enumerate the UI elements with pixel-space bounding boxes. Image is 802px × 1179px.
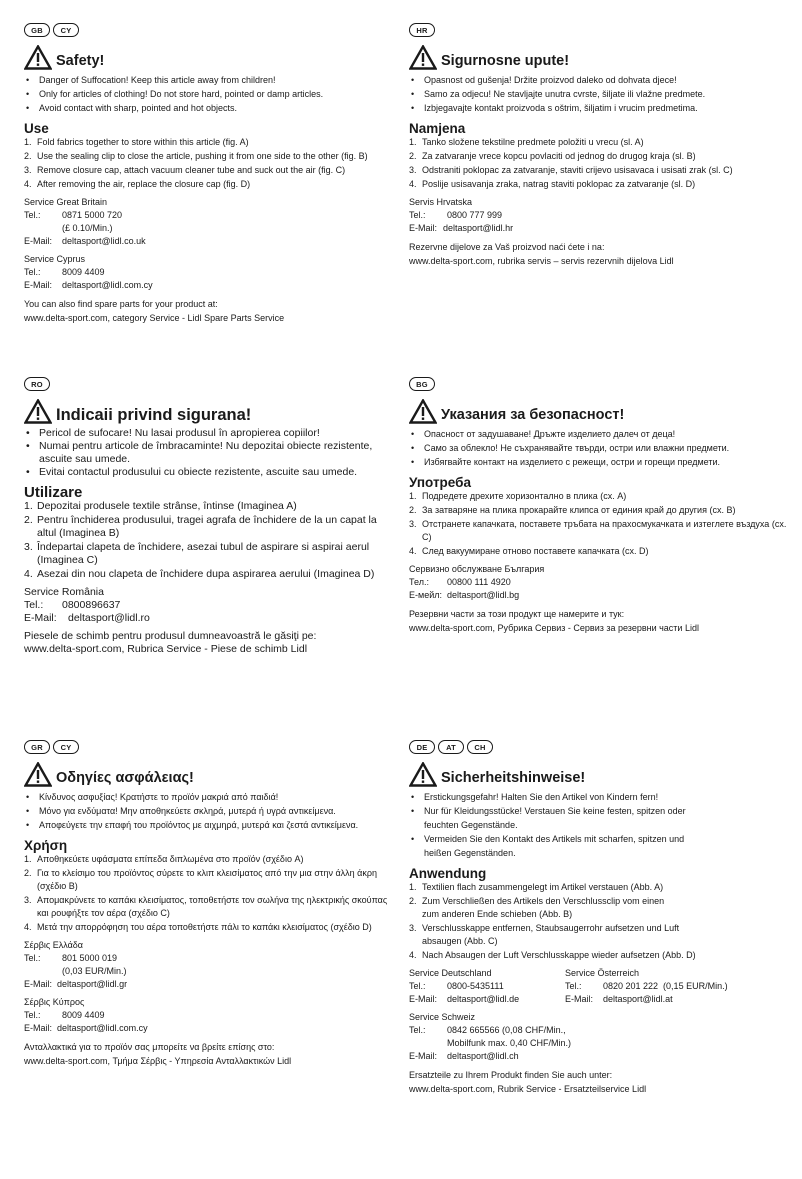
step-item: 3. Odstraniti poklopac za zatvaranje, staviti crijevo usisavaca i usisati zrak (sl. C) xyxy=(409,165,733,175)
spare-parts-info: Ανταλλακτικά για το προϊόν σας μπορείτε να βρείτε επίσης στο: www.delta-sport.com, Τμήμα Σέρβις - Υπηρεσία Ανταλλακτικών Lidl xyxy=(24,1040,394,1068)
contact-name: Service Great Britain xyxy=(24,197,108,207)
country-badge-cy: CY xyxy=(53,740,79,754)
section-gr xyxy=(24,740,394,1068)
warning-item: • Pericol de sufocare! Nu lasai produsul în apropierea copiilor! xyxy=(24,427,384,440)
step-item: 2. Zum Verschließen des Artikels den Verschlussclip vom einen zum anderen Ende schieben (Abb. B) xyxy=(409,896,665,919)
warning-triangle-icon xyxy=(409,762,437,787)
phone-number: 0800 777 999 xyxy=(447,210,503,220)
step-item: 4. Asezai din nou clapeta de închidere dupa aspirarea aerului (Imaginea D) xyxy=(24,568,375,580)
spare-parts-link[interactable]: www.delta-sport.com, rubrika servis – servis rezervnih dijelova Lidl xyxy=(409,256,674,266)
contact-cyprus: Σέρβις Κύπρος Tel.: 8009 4409 E-Mail: deltasport@lidl.com.cy xyxy=(24,996,394,1035)
step-item: 4. Nach Absaugen der Luft Verschlusskappe wieder aufsetzen (Abb. D) xyxy=(409,950,696,960)
contact-name: Σέρβις Κύπρος xyxy=(24,997,85,1007)
phone-number: 8009 4409 xyxy=(62,1010,105,1020)
spare-parts-info: Ersatzteile zu Ihrem Produkt finden Sie auch unter: www.delta-sport.com, Rubrik Service - Ersatzteilservice Lidl xyxy=(409,1068,794,1096)
safety-warnings xyxy=(409,73,794,115)
safety-warnings xyxy=(24,73,409,115)
email-link[interactable]: deltasport@lidl.com.cy xyxy=(57,1023,148,1033)
safety-title: Οδηγίες ασφάλειας! xyxy=(56,770,194,786)
contact-name: Service Österreich xyxy=(565,968,640,978)
warning-triangle-icon xyxy=(409,45,437,70)
email-link[interactable]: deltasport@lidl.bg xyxy=(447,590,520,600)
warning-triangle-icon xyxy=(24,45,52,70)
safety-warnings xyxy=(409,427,794,469)
use-heading: Χρήση xyxy=(24,838,68,853)
spare-parts-link[interactable]: www.delta-sport.com, category Service - Lidl Spare Parts Service xyxy=(24,313,285,323)
warning-item: • Опасност от задушаване! Дръжте изделието далеч от деца! xyxy=(409,427,794,441)
email-link[interactable]: deltasport@lidl.de xyxy=(447,994,520,1004)
step-item: 1. Подредете дрехите хоризонтално в плика (сх. A) xyxy=(409,491,627,501)
email-link[interactable]: deltasport@lidl.at xyxy=(603,994,673,1004)
use-heading: Utilizare xyxy=(24,484,83,501)
warning-triangle-icon xyxy=(24,399,52,424)
country-badges xyxy=(409,377,794,391)
warning-triangle-icon xyxy=(24,762,52,787)
country-badge-bg: BG xyxy=(409,377,435,391)
use-heading: Anwendung xyxy=(409,866,487,881)
step-item: 3. Îndepartai clapeta de închidere, asezai tubul de aspirare si aspirai aerul (Imaginea C) xyxy=(24,541,370,566)
contact-cyprus: Service Cyprus Tel.: 8009 4409 E-Mail: deltasport@lidl.com.cy xyxy=(24,253,409,292)
country-badges xyxy=(24,377,384,391)
step-item: 2. За затваряне на плика прокарайте клипса от единия край до другия (сх. B) xyxy=(409,505,736,515)
contact-name: Service România xyxy=(24,586,104,598)
warning-item: • Μόνο για ενδύματα! Μην αποθηκεύετε σκληρά, μυτερά ή υγρά αντικείμενα. xyxy=(24,804,394,818)
use-steps xyxy=(24,853,394,934)
email-link[interactable]: deltasport@lidl.ch xyxy=(447,1051,519,1061)
step-item: 2. Για το κλείσιμο του προϊόντος σύρετε το κλιπ κλεισίματος από την μια στην άλλη άκρη (σχέδιο B) xyxy=(24,868,377,891)
warning-item: • Избягвайте контакт на изделието с режещи, остри и горещи предмети. xyxy=(409,455,794,469)
warning-item: • Only for articles of clothing! Do not store hard, pointed or damp articles. xyxy=(24,87,409,101)
spare-parts-info: Piesele de schimb pentru produsul dumneavoastră le găsiţi pe: www.delta-sport.com, Rubrica Service - Piese de schimb Lidl xyxy=(24,630,384,656)
contact-great-britain: Service Great Britain Tel.: 0871 5000 720 (£ 0.10/Min.) E-Mail: deltasport@lidl.co.uk xyxy=(24,196,409,248)
warning-item: • Avoid contact with sharp, pointed and hot objects. xyxy=(24,101,409,115)
contact-switzerland: Service Schweiz Tel.: 0842 665566 (0,08 CHF/Min., Mobilfunk max. 0,40 CHF/Min.) E-Mail: deltasport@lidl.ch xyxy=(409,1011,794,1063)
safety-warnings xyxy=(409,790,699,860)
use-heading: Namjena xyxy=(409,121,466,136)
email-link[interactable]: deltasport@lidl.ro xyxy=(68,612,150,624)
phone-number: 00800 111 4920 xyxy=(447,577,511,587)
warning-item: • Само за облекло! Не съхранявайте твърди, остри или влажни предмети. xyxy=(409,441,794,455)
use-heading: Use xyxy=(24,121,49,136)
country-badge-de: DE xyxy=(409,740,435,754)
step-item: 3. Verschlusskappe entfernen, Staubsaugerrohr aufsetzen und Luft absaugen (Abb. C) xyxy=(409,923,680,946)
contact-romania: Service România Tel.: 0800896637 E-Mail: deltasport@lidl.ro xyxy=(24,586,384,625)
phone-number: 8009 4409 xyxy=(62,267,105,277)
safety-title: Sicherheitshinweise! xyxy=(441,770,586,786)
warning-item: • Izbjegavajte kontakt proizvoda s oštrim, šiljatim i vrucim predmetima. xyxy=(409,101,794,115)
warning-triangle-icon xyxy=(409,399,437,424)
phone-number: 0800-5435111 xyxy=(447,981,504,991)
warning-item: • Erstickungsgefahr! Halten Sie den Artikel von Kindern fern! xyxy=(409,790,699,804)
contact-bulgaria: Сервизно обслужване България Тел.: 00800 111 4920 E-мейл: deltasport@lidl.bg xyxy=(409,563,794,602)
step-item: 1. Fold fabrics together to store within this article (fig. A) xyxy=(24,137,249,147)
email-link[interactable]: deltasport@lidl.co.uk xyxy=(62,236,146,246)
country-badges xyxy=(24,23,409,37)
warning-item: • Evitai contactul produsului cu obiecte rezistente, ascuite sau umede. xyxy=(24,466,384,479)
contact-name: Сервизно обслужване България xyxy=(409,564,545,574)
email-link[interactable]: deltasport@lidl.hr xyxy=(443,223,514,233)
country-badges xyxy=(409,23,794,37)
section-hr xyxy=(409,23,794,268)
warning-item: • Opasnost od gušenja! Držite proizvod daleko od dohvata djece! xyxy=(409,73,794,87)
country-badges xyxy=(409,740,794,754)
use-steps xyxy=(409,490,794,558)
safety-title: Sigurnosne upute! xyxy=(441,53,570,69)
step-item: 1. Αποθηκεύετε υφάσματα επίπεδα διπλωμένα στο προϊόν (σχέδιο A) xyxy=(24,854,304,864)
use-steps xyxy=(24,136,409,191)
spare-parts-info: You can also find spare parts for your product at: www.delta-sport.com, category Service - Lidl Spare Parts Service xyxy=(24,297,409,325)
phone-number: 0871 5000 720 xyxy=(62,210,123,220)
phone-number: 801 5000 019 xyxy=(62,953,118,963)
warning-item: • Samo za odjecu! Ne stavljajte unutra cvrste, šiljate ili vlažne predmete. xyxy=(409,87,794,101)
step-item: 2. Pentru închiderea produsului, tragei agrafa de închidere de la un capat la altul (Imaginea B) xyxy=(24,514,377,539)
contact-croatia: Servis Hrvatska Tel.: 0800 777 999 E-Mail: deltasport@lidl.hr xyxy=(409,196,794,235)
safety-title: Indicaii privind sigurana! xyxy=(56,406,252,424)
spare-parts-info: Резервни части за този продукт ще намерите и тук: www.delta-sport.com, Рубрика Сервиз - Сервиз за резервни части Lidl xyxy=(409,607,794,635)
contact-name: Service Cyprus xyxy=(24,254,86,264)
warning-item: • Κίνδυνος ασφυξίας! Κρατήστε το προϊόν μακριά από παιδιά! xyxy=(24,790,394,804)
use-steps xyxy=(409,881,739,962)
safety-warnings xyxy=(24,790,394,832)
country-badge-hr: HR xyxy=(409,23,435,37)
section-ro xyxy=(24,377,384,656)
phone-rate: (£ 0.10/Min.) xyxy=(62,223,113,233)
contact-austria: Service Österreich Tel.: 0820 201 222 (0,15 EUR/Min.) E-Mail: deltasport@lidl.at xyxy=(565,967,765,1006)
warning-item: • Danger of Suffocation! Keep this article away from children! xyxy=(24,73,409,87)
spare-parts-link[interactable]: www.delta-sport.com, Rubrik Service - Ersatzteilservice Lidl xyxy=(409,1084,647,1094)
country-badge-ch: CH xyxy=(467,740,493,754)
contact-name: Servis Hrvatska xyxy=(409,197,473,207)
spare-parts-info: Rezervne dijelove za Vaš proizvod naći ćete i na: www.delta-sport.com, rubrika servis – servis rezervnih dijelova Lidl xyxy=(409,240,794,268)
step-item: 4. Μετά την απορρόφηση του αέρα τοποθετήστε πάλι το καπάκι κλεισίματος (σχέδιο D) xyxy=(24,922,372,932)
warning-item: • Nur für Kleidungsstücke! Verstauen Sie keine festen, spitzen oder feuchten Gegenstände. xyxy=(409,804,699,832)
step-item: 3. Remove closure cap, attach vacuum cleaner tube and suck out the air (fig. C) xyxy=(24,165,346,175)
country-badge-gb: GB xyxy=(24,23,50,37)
use-heading: Употреба xyxy=(409,475,471,490)
step-item: 1. Textilien flach zusammengelegt im Artikel verstauen (Abb. A) xyxy=(409,882,664,892)
warning-item: • Αποφεύγετε την επαφή του προϊόντος με αιχμηρά, μυτερά και ζεστά αντικείμενα. xyxy=(24,818,394,832)
phone-rate: (0,03 EUR/Min.) xyxy=(62,966,127,976)
country-badge-ro: RO xyxy=(24,377,50,391)
phone-number: 0820 201 222 (0,15 EUR/Min.) xyxy=(603,981,728,991)
contact-name: Σέρβις Ελλάδα xyxy=(24,940,83,950)
safety-title: Safety! xyxy=(56,53,105,69)
warning-item: • Numai pentru articole de îmbracaminte! Nu depozitai obiecte rezistente, ascuite sau umede. xyxy=(24,440,384,466)
country-badge-gr: GR xyxy=(24,740,50,754)
phone-number: 0842 665566 (0,08 CHF/Min., xyxy=(447,1025,566,1035)
contact-germany: Service Deutschland Tel.: 0800-5435111 E-Mail: deltasport@lidl.de xyxy=(409,967,543,1006)
email-link[interactable]: deltasport@lidl.com.cy xyxy=(62,280,153,290)
country-badges xyxy=(24,740,394,754)
spare-parts-link[interactable]: www.delta-sport.com, Rubrica Service - Piese de schimb Lidl xyxy=(24,643,308,655)
phone-rate: Mobilfunk max. 0,40 CHF/Min.) xyxy=(447,1038,572,1048)
step-item: 3. Отстранете капачката, поставете тръбата на прахосмукачката и изтеглете въздуха (сх. C) xyxy=(409,519,787,542)
contact-name: Service Schweiz xyxy=(409,1012,476,1022)
spare-parts-link[interactable]: www.delta-sport.com, Τμήμα Σέρβις - Υπηρεσία Ανταλλακτικών Lidl xyxy=(24,1056,292,1066)
contacts-row xyxy=(409,967,794,1011)
step-item: 4. Poslije usisavanja zraka, natrag staviti poklopac za zatvaranje (sl. D) xyxy=(409,179,696,189)
use-steps xyxy=(409,136,794,191)
country-badge-at: AT xyxy=(438,740,464,754)
spare-parts-link[interactable]: www.delta-sport.com, Рубрика Сервиз - Сервиз за резервни части Lidl xyxy=(409,623,699,633)
safety-title: Указания за безопасност! xyxy=(441,407,625,423)
email-link[interactable]: deltasport@lidl.gr xyxy=(57,979,128,989)
contact-name: Service Deutschland xyxy=(409,968,492,978)
step-item: 2. Use the sealing clip to close the article, pushing it from one side to the other (fig. B) xyxy=(24,151,368,161)
country-badge-cy: CY xyxy=(53,23,79,37)
phone-number: 0800896637 xyxy=(62,599,121,611)
step-item: 4. After removing the air, replace the closure cap (fig. D) xyxy=(24,179,251,189)
contact-greece: Σέρβις Ελλάδα Tel.: 801 5000 019 (0,03 EUR/Min.) E-Mail: deltasport@lidl.gr xyxy=(24,939,394,991)
section-de xyxy=(409,740,794,1096)
step-item: 4. След вакуумиране отново поставете капачката (сх. D) xyxy=(409,546,649,556)
step-item: 2. Za zatvaranje vrece kopcu povlaciti od jednog do drugog kraja (sl. B) xyxy=(409,151,696,161)
warning-item: • Vermeiden Sie den Kontakt des Artikels mit scharfen, spitzen und heißen Gegenständen. xyxy=(409,832,699,860)
step-item: 3. Απομακρύνετε το καπάκι κλεισίματος, τοποθετήστε τον σωλήνα της ηλεκτρικής σκούπας και ρουφήξτε τον αέρα (σχέδιο C) xyxy=(24,895,388,918)
use-steps xyxy=(24,500,384,581)
section-gb xyxy=(24,23,409,325)
section-bg xyxy=(409,377,794,635)
step-item: 1. Tanko složene tekstilne predmete položiti u vrecu (sl. A) xyxy=(409,137,644,147)
step-item: 1. Depozitai produsele textile strânse, întinse (Imaginea A) xyxy=(24,500,297,512)
safety-warnings xyxy=(24,427,384,479)
